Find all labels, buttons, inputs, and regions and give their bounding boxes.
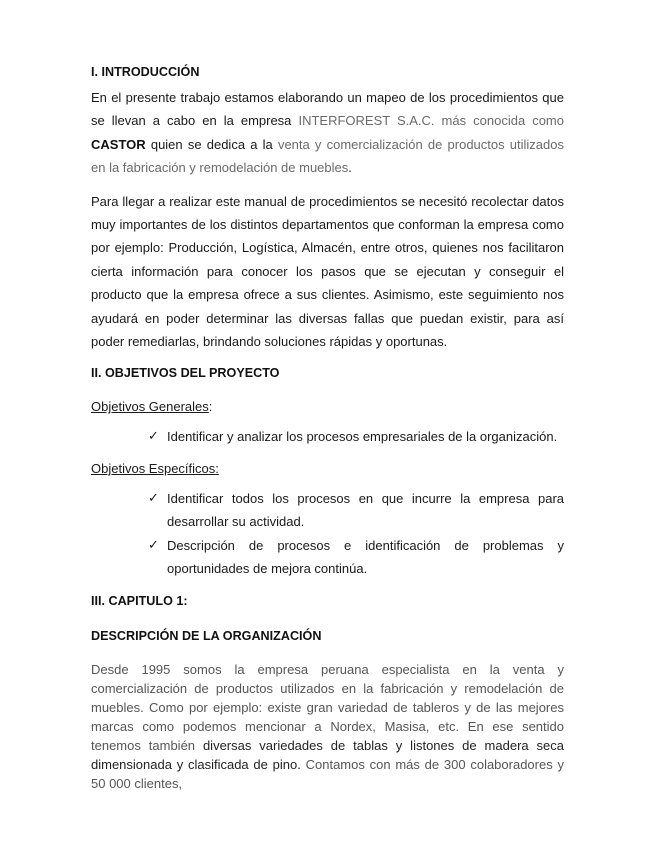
brand-name: CASTOR bbox=[91, 136, 146, 152]
intro-paragraph-2: Para llegar a realizar este manual de procedimientos se necesitó recolectar datos muy importantes de los distintos departamentos que conforman la empresa como por ejemplo: Producción, Logística, Almacén, entre otros, quienes nos facilitaron cierta información para conocer los pasos que se ejecutan y conseguir el producto que la empresa ofrece a sus clientes. Asimismo, este seguimiento nos ayudará en poder determinar las diversas fallas que puedan existir, para así poder remediarlas, brindando soluciones rápidas y oportunas. bbox=[91, 193, 564, 350]
check-icon: ✓ bbox=[148, 490, 159, 506]
list-item bbox=[91, 487, 564, 534]
general-objectives-label bbox=[91, 397, 564, 417]
intro-heading: I. INTRODUCCIÓN bbox=[91, 65, 200, 79]
general-objective-text: Identificar y analizar los procesos empresariales de la organización. bbox=[167, 429, 558, 445]
organization-text-2: diversas variedades de tablas y listones de madera seca dimensionada y clasificada de pino. bbox=[91, 737, 565, 772]
specific-objective-text: Descripción de procesos e identificación de problemas y oportunidades de mejora continúa. bbox=[167, 537, 564, 577]
general-objectives-list bbox=[91, 425, 564, 448]
chapter-heading: III. CAPITULO 1: bbox=[91, 593, 188, 608]
objectives-heading: II. OBJETIVOS DEL PROYECTO bbox=[91, 366, 280, 381]
organization-description bbox=[91, 660, 564, 793]
intro-p1-text-3: quien se dedica a la bbox=[145, 136, 278, 152]
specific-objectives-label bbox=[91, 459, 564, 479]
list-item bbox=[91, 425, 564, 448]
check-icon: ✓ bbox=[148, 429, 159, 445]
chapter-subheading: DESCRIPCIÓN DE LA ORGANIZACIÓN bbox=[91, 628, 322, 643]
general-objectives-title: Objetivos Generales bbox=[91, 399, 209, 415]
specific-objectives-title: Objetivos Específicos: bbox=[91, 460, 219, 476]
general-objectives-colon: : bbox=[208, 399, 213, 415]
specific-objective-text: Identificar todos los procesos en que incurre la empresa para desarrollar su actividad. bbox=[167, 490, 564, 530]
organization-text-3: Contamos con más de 300 colaboradores y 50 000 clientes, bbox=[91, 756, 564, 791]
intro-p1-text-5: . bbox=[348, 160, 352, 176]
intro-paragraph-1 bbox=[91, 86, 564, 180]
organization-text-1: Desde 1995 somos la empresa peruana especialista en la venta y comercialización de productos utilizados en la fabricación y remodelación de muebles. Como por ejemplo: existe gran variedad de tableros y de las mejores marcas como podemos mencionar a Nordex, Masisa, etc. En ese sentido tenemos también bbox=[91, 661, 564, 753]
check-icon: ✓ bbox=[148, 537, 159, 553]
list-item bbox=[91, 534, 564, 581]
intro-p1-text-2: más conocida como bbox=[434, 113, 564, 129]
intro-p1-activity: venta y comercialización de productos utilizados en la fabricación y remodelación de muebles bbox=[91, 136, 564, 176]
specific-objectives-list bbox=[91, 487, 564, 581]
company-name: INTERFOREST S.A.C. bbox=[298, 113, 435, 129]
intro-p1-text-1: En el presente trabajo estamos elaborando un mapeo de los procedimientos que se llevan a cabo en la empresa bbox=[91, 90, 564, 129]
document-content bbox=[91, 62, 564, 793]
